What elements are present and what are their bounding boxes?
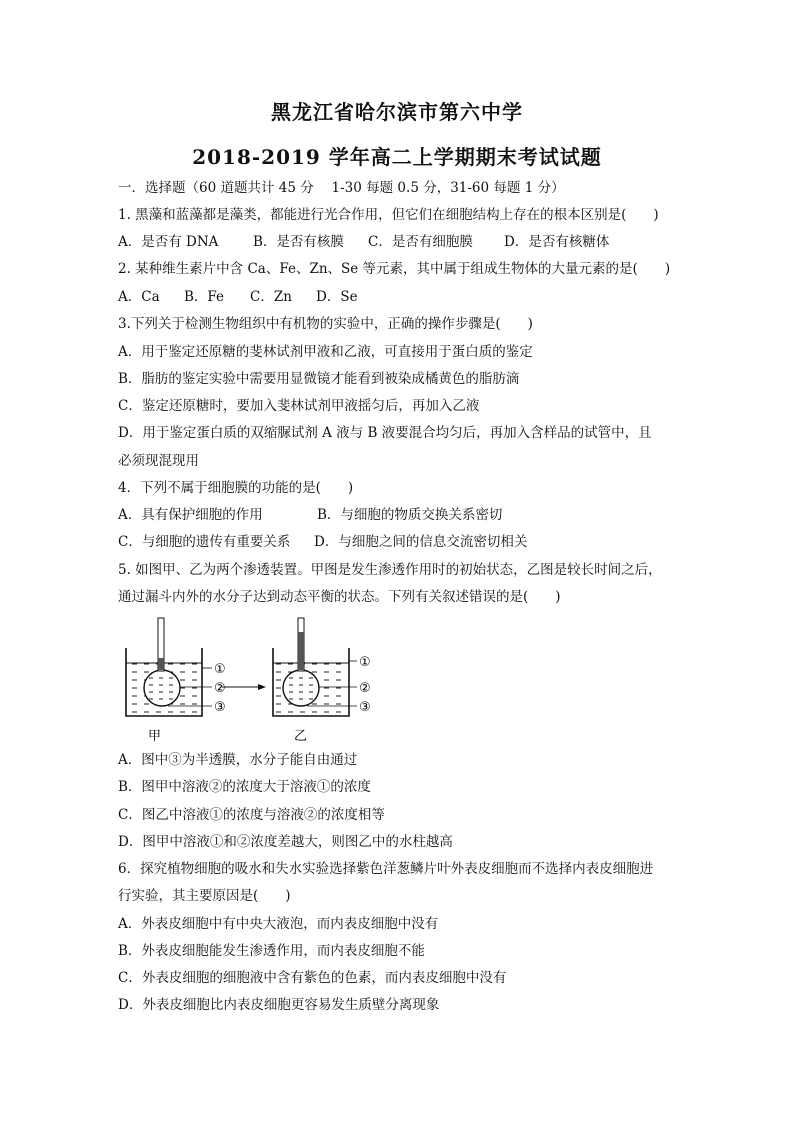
question-5-stem-continued: 通过漏斗内外的水分子达到动态平衡的状态。下列有关叙述错误的是( )	[118, 589, 561, 605]
q2-option-c: C．Zn	[250, 289, 292, 305]
q5-option-c: C．图乙中溶液①的浓度与溶液②的浓度相等	[118, 807, 385, 823]
yi-label-1: ①	[359, 655, 371, 670]
q6-option-c: C．外表皮细胞的细胞液中含有紫色的色素，而内表皮细胞中没有	[118, 970, 507, 986]
q2-option-d: D．Se	[316, 289, 358, 305]
question-6-stem: 6．探究植物细胞的吸水和失水实验选择紫色洋葱鳞片叶外表皮细胞而不选择内表皮细胞进	[118, 861, 654, 877]
q4-option-b: B．与细胞的物质交换关系密切	[317, 507, 503, 523]
q3-option-a: A．用于鉴定还原糖的斐林试剂甲液和乙液，可直接用于蛋白质的鉴定	[118, 344, 533, 360]
exam-title: 2018-2019 学年高二上学期期末考试试题	[192, 145, 602, 169]
jia-label-3: ③	[214, 700, 226, 715]
transition-arrow	[222, 684, 266, 690]
q3-option-b: B．脂肪的鉴定实验中需要用显微镜才能看到被染成橘黄色的脂肪滴	[118, 371, 520, 387]
q1-option-a: A．是否有 DNA	[118, 234, 219, 250]
q6-option-a: A．外表皮细胞中有中央大液泡，而内表皮细胞中没有	[118, 916, 439, 932]
q4-option-a: A．具有保护细胞的作用	[118, 507, 263, 523]
q3-option-c: C．鉴定还原糖时，要加入斐林试剂甲液摇匀后，再加入乙液	[118, 398, 480, 414]
q3-option-d: D．用于鉴定蛋白质的双缩脲试剂 A 液与 B 液要混合均匀后，再加入含样品的试管中，且	[118, 425, 652, 441]
q6-option-d: D．外表皮细胞比内表皮细胞更容易发生质壁分离现象	[118, 997, 440, 1013]
caption-yi: 乙	[294, 729, 308, 744]
question-4-options-cd	[118, 533, 527, 551]
q3-option-d-continued: 必须现混现用	[118, 453, 199, 469]
yi-label-2: ②	[359, 681, 371, 696]
jia-label-1: ①	[214, 662, 226, 677]
question-4-options-ab	[118, 506, 502, 524]
q5-option-d: D．图甲中溶液①和②浓度差越大，则图乙中的水柱越高	[118, 834, 453, 850]
q5-option-b: B．图甲中溶液②的浓度大于溶液①的浓度	[118, 779, 371, 795]
question-1-options	[118, 233, 609, 251]
question-4-stem: 4．下列不属于细胞膜的功能的是( )	[118, 480, 354, 496]
q2-option-b: B．Fe	[184, 289, 225, 305]
beaker-yi	[273, 618, 371, 744]
question-5-stem: 5. 如图甲、乙为两个渗透装置。甲图是发生渗透作用时的初始状态，乙图是较长时间之后，	[118, 562, 662, 578]
q6-option-b: B．外表皮细胞能发生渗透作用，而内表皮细胞不能	[118, 943, 425, 959]
section-heading: 一．选择题（60 道题共计 45 分 1-30 每题 0.5 分，31-60 每题 1 分）	[118, 180, 565, 196]
q1-option-b: B．是否有核膜	[253, 234, 344, 250]
beaker-jia	[126, 618, 226, 744]
caption-jia: 甲	[148, 729, 162, 744]
question-2-options	[118, 288, 358, 306]
q5-option-a: A．图中③为半透膜，水分子能自由通过	[118, 752, 358, 768]
question-6-stem-continued: 行实验，其主要原因是( )	[118, 888, 291, 904]
yi-label-3: ③	[359, 700, 371, 715]
question-2-stem: 2. 某种维生素片中含 Ca、Fe、Zn、Se 等元素，其中属于组成生物体的大量元素的是( )	[118, 261, 671, 277]
school-title: 黑龙江省哈尔滨市第六中学	[271, 100, 523, 124]
q2-option-a: A．Ca	[118, 289, 160, 305]
question-3-stem: 3.下列关于检测生物组织中有机物的实验中，正确的操作步骤是( )	[118, 316, 533, 332]
osmosis-figure	[118, 612, 388, 744]
q1-option-d: D．是否有核糖体	[504, 234, 610, 250]
q4-option-d: D．与细胞之间的信息交流密切相关	[314, 534, 528, 550]
question-1-stem: 1. 黑藻和蓝藻都是藻类，都能进行光合作用，但它们在细胞结构上存在的根本区别是( )	[118, 207, 659, 223]
q1-option-c: C．是否有细胞膜	[368, 234, 473, 250]
q4-option-c: C．与细胞的遗传有重要关系	[118, 534, 291, 550]
jia-label-2: ②	[214, 681, 226, 696]
